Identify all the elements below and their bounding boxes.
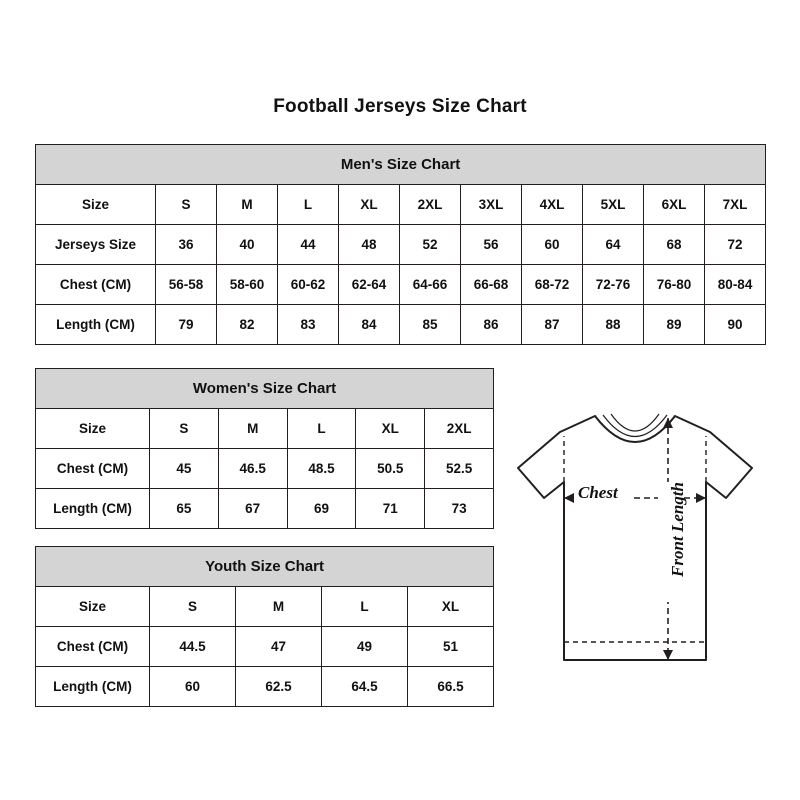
cell: 7XL [705,185,766,225]
row-label: Size [36,587,150,627]
cell: M [218,409,287,449]
cell: M [236,587,322,627]
row-label: Size [36,409,150,449]
table-row [36,489,494,529]
cell: 69 [287,489,356,529]
cell: 64.5 [322,667,408,707]
cell: 67 [218,489,287,529]
cell: 60 [150,667,236,707]
jersey-measurement-diagram [500,398,790,698]
cell: 56 [461,225,522,265]
row-label: Jerseys Size [36,225,156,265]
cell: 48.5 [287,449,356,489]
cell: L [278,185,339,225]
cell: 68 [644,225,705,265]
cell: 49 [322,627,408,667]
table-caption-row [36,369,494,409]
cell: 65 [150,489,219,529]
cell: 44 [278,225,339,265]
cell: 2XL [400,185,461,225]
youth-caption: Youth Size Chart [36,547,494,587]
cell: 84 [339,305,400,345]
cell: 72-76 [583,265,644,305]
cell: 82 [217,305,278,345]
youth-size-chart [35,546,494,707]
cell: 58-60 [217,265,278,305]
cell: 48 [339,225,400,265]
table-row [36,409,494,449]
cell: 5XL [583,185,644,225]
cell: 80-84 [705,265,766,305]
table-row [36,449,494,489]
cell: 72 [705,225,766,265]
cell: 40 [217,225,278,265]
row-label: Chest (CM) [36,265,156,305]
cell: M [217,185,278,225]
cell: 60-62 [278,265,339,305]
mens-caption: Men's Size Chart [36,145,766,185]
cell: 62-64 [339,265,400,305]
cell: 85 [400,305,461,345]
cell: 62.5 [236,667,322,707]
cell: 83 [278,305,339,345]
table-row [36,667,494,707]
cell: 56-58 [156,265,217,305]
cell: 4XL [522,185,583,225]
mens-size-chart [35,144,766,345]
cell: 6XL [644,185,705,225]
row-label: Length (CM) [36,305,156,345]
cell: 87 [522,305,583,345]
front-length-measure-label: Front Length [668,482,687,577]
cell: XL [408,587,494,627]
table-row [36,225,766,265]
cell: 64-66 [400,265,461,305]
cell: L [322,587,408,627]
cell: XL [356,409,425,449]
cell: 46.5 [218,449,287,489]
cell: 79 [156,305,217,345]
table-row [36,305,766,345]
cell: 88 [583,305,644,345]
cell: 66.5 [408,667,494,707]
womens-caption: Women's Size Chart [36,369,494,409]
cell: 73 [425,489,494,529]
table-row [36,627,494,667]
cell: 50.5 [356,449,425,489]
cell: XL [339,185,400,225]
cell: 89 [644,305,705,345]
cell: 52 [400,225,461,265]
cell: S [150,409,219,449]
cell: 68-72 [522,265,583,305]
cell: 44.5 [150,627,236,667]
cell: 51 [408,627,494,667]
table-caption-row [36,145,766,185]
cell: 86 [461,305,522,345]
row-label: Size [36,185,156,225]
cell: 36 [156,225,217,265]
cell: L [287,409,356,449]
row-label: Chest (CM) [36,449,150,489]
chest-measure-label: Chest [578,483,618,502]
table-caption-row [36,547,494,587]
cell: 47 [236,627,322,667]
cell: S [156,185,217,225]
row-label: Chest (CM) [36,627,150,667]
cell: 64 [583,225,644,265]
cell: 2XL [425,409,494,449]
row-label: Length (CM) [36,489,150,529]
cell: 71 [356,489,425,529]
page-title: Football Jerseys Size Chart [273,96,527,117]
cell: S [150,587,236,627]
cell: 66-68 [461,265,522,305]
cell: 45 [150,449,219,489]
cell: 76-80 [644,265,705,305]
tshirt-icon [500,398,790,698]
womens-size-chart [35,368,494,529]
cell: 60 [522,225,583,265]
row-label: Length (CM) [36,667,150,707]
table-row [36,265,766,305]
cell: 90 [705,305,766,345]
table-row [36,185,766,225]
cell: 3XL [461,185,522,225]
table-row [36,587,494,627]
cell: 52.5 [425,449,494,489]
